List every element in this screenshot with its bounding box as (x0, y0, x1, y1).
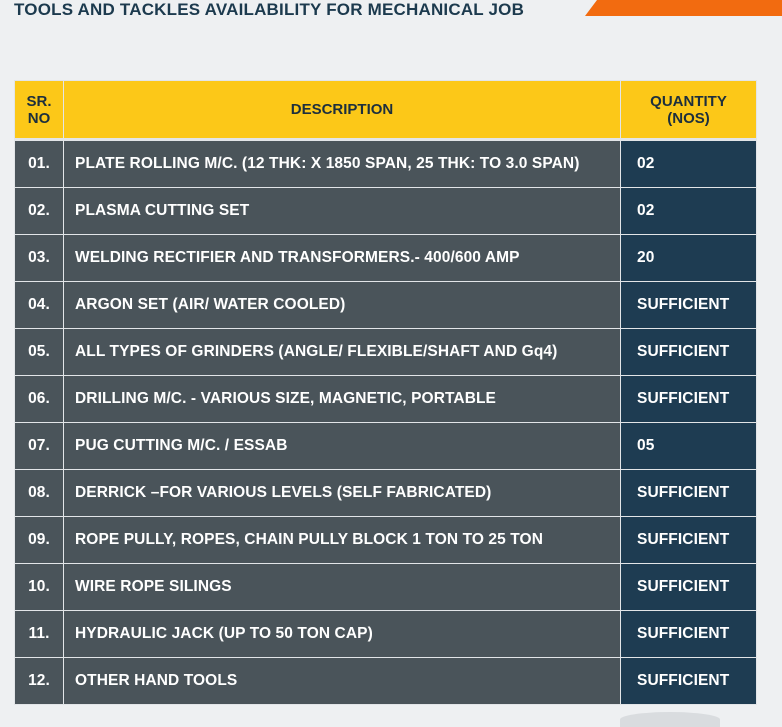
row-sr-no: 08. (15, 470, 64, 517)
row-sr-no: 02. (15, 188, 64, 235)
row-quantity: 02 (621, 140, 757, 188)
table-row (15, 423, 757, 470)
row-description: PLATE ROLLING M/C. (12 THK: X 1850 SPAN, 25 THK: TO 3.0 SPAN) (64, 140, 621, 188)
table-row (15, 282, 757, 329)
row-description: DERRICK –FOR VARIOUS LEVELS (SELF FABRICATED) (64, 470, 621, 517)
header-qty-line1: QUANTITY (650, 92, 727, 110)
bottom-arc-decoration (620, 712, 720, 727)
table-row (15, 376, 757, 423)
row-description: HYDRAULIC JACK (UP TO 50 TON CAP) (64, 611, 621, 658)
page-title: TOOLS AND TACKLES AVAILABILITY FOR MECHANICAL JOB (14, 0, 525, 19)
table-row (15, 235, 757, 282)
table-row (15, 658, 757, 705)
table-body (15, 140, 757, 705)
row-quantity: SUFFICIENT (621, 517, 757, 564)
table-row (15, 140, 757, 188)
row-sr-no: 03. (15, 235, 64, 282)
row-quantity: SUFFICIENT (621, 376, 757, 423)
row-sr-no: 05. (15, 329, 64, 376)
row-quantity: SUFFICIENT (621, 329, 757, 376)
row-sr-no: 07. (15, 423, 64, 470)
orange-accent-bar (585, 0, 782, 16)
row-sr-no: 04. (15, 282, 64, 329)
table-row (15, 188, 757, 235)
row-sr-no: 11. (15, 611, 64, 658)
header-sr-line2: NO (27, 109, 51, 127)
row-sr-no: 01. (15, 140, 64, 188)
row-quantity: SUFFICIENT (621, 658, 757, 705)
row-description: ARGON SET (AIR/ WATER COOLED) (64, 282, 621, 329)
table-header-row (15, 81, 757, 140)
row-description: ALL TYPES OF GRINDERS (ANGLE/ FLEXIBLE/SHAFT AND Gq4) (64, 329, 621, 376)
row-sr-no: 06. (15, 376, 64, 423)
row-quantity: 05 (621, 423, 757, 470)
header-sr-no (15, 81, 64, 140)
row-quantity: SUFFICIENT (621, 282, 757, 329)
row-description: DRILLING M/C. - VARIOUS SIZE, MAGNETIC, PORTABLE (64, 376, 621, 423)
row-description: OTHER HAND TOOLS (64, 658, 621, 705)
header-qty-line2: (NOS) (667, 109, 710, 127)
header-description: DESCRIPTION (64, 81, 621, 140)
row-quantity: SUFFICIENT (621, 564, 757, 611)
table-row (15, 564, 757, 611)
table-row (15, 517, 757, 564)
header-quantity (621, 81, 757, 140)
header-sr-line1: SR. (26, 92, 52, 110)
row-description: WIRE ROPE SILINGS (64, 564, 621, 611)
table-row (15, 470, 757, 517)
row-description: WELDING RECTIFIER AND TRANSFORMERS.- 400/600 AMP (64, 235, 621, 282)
row-description: PLASMA CUTTING SET (64, 188, 621, 235)
row-quantity: 02 (621, 188, 757, 235)
tools-table (14, 80, 757, 705)
row-quantity: SUFFICIENT (621, 470, 757, 517)
row-description: PUG CUTTING M/C. / ESSAB (64, 423, 621, 470)
row-description: ROPE PULLY, ROPES, CHAIN PULLY BLOCK 1 TON TO 25 TON (64, 517, 621, 564)
row-sr-no: 10. (15, 564, 64, 611)
row-sr-no: 09. (15, 517, 64, 564)
table-row (15, 611, 757, 658)
row-quantity: 20 (621, 235, 757, 282)
row-sr-no: 12. (15, 658, 64, 705)
table-row (15, 329, 757, 376)
row-quantity: SUFFICIENT (621, 611, 757, 658)
